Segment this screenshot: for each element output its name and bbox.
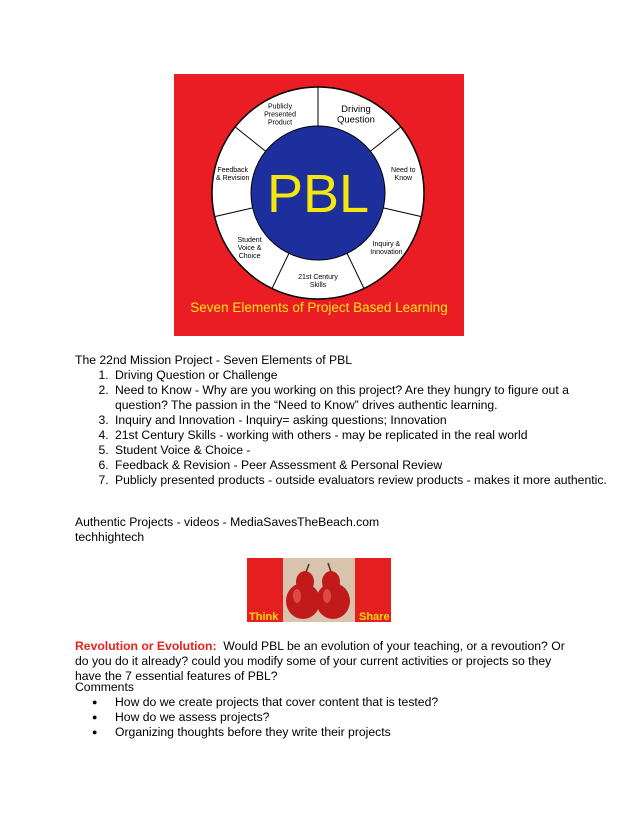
pear-right-top (322, 571, 340, 593)
segment-label-line: Feedback (217, 166, 249, 174)
segment-label-line: Voice & (237, 245, 262, 253)
revolution-label: Revolution or Evolution: (75, 639, 217, 653)
segment-label (370, 241, 402, 256)
list-item: ● How do we create projects that cover content that is tested? (112, 695, 612, 710)
think-share-pears-image (247, 558, 391, 622)
think-label: Think (249, 611, 279, 622)
segment-label (238, 237, 262, 260)
list-item: ● Organizing thoughts before they write their projects (112, 725, 612, 740)
revolution-paragraph (75, 639, 565, 684)
techhightech-line: techhightech (75, 530, 145, 544)
segment-label-line: Driving (341, 104, 371, 116)
segment-label-line: Need to (391, 166, 416, 174)
segment-label-line: Know (394, 174, 413, 182)
segment-label-line: Product (267, 119, 293, 127)
share-label: Share (359, 611, 390, 622)
segment-label-line: 21st Century (298, 273, 338, 281)
segment-label (216, 167, 250, 182)
segment-label-line: Innovation (370, 249, 403, 257)
authentic-projects-line: Authentic Projects - videos - MediaSavesTheBeach.com (75, 515, 380, 529)
comments-list (75, 695, 612, 740)
list-item: ● How do we assess projects? (112, 710, 612, 725)
segment-label-line: Choice (238, 253, 261, 261)
segment-label-line: & Revision (215, 174, 250, 182)
pear-right-shine (323, 589, 331, 603)
segment-label (391, 167, 416, 182)
intro-line: The 22nd Mission Project - Seven Elements of PBL (75, 353, 353, 367)
list-item: 5. Student Voice & Choice - (112, 443, 612, 458)
segment-label-line: Skills (309, 281, 327, 289)
segment-label-line: Question (336, 114, 375, 126)
list-item: 6. Feedback & Revision - Peer Assessment & Personal Review (112, 458, 612, 473)
graphic-caption: Seven Elements of Project Based Learning (190, 300, 448, 315)
revolution-text: Would PBL be an evolution of your teaching, or a revoution? Or do you do it already? could you modify some of your current activities or projects so they have the 7 essential features of PBL? (75, 639, 565, 683)
list-item: 3. Inquiry and Innovation - Inquiry= asking questions; Innovation (112, 413, 612, 428)
list-item: 2. Need to Know - Why are you working on this project? Are they hungry to figure out a question? The passion in the “Need to Know” drives authentic learning. (112, 383, 612, 413)
list-item: 7. Publicly presented products - outside evaluators review products - makes it more authentic. (112, 473, 612, 488)
pbl-center-label: PBL (266, 164, 370, 224)
list-item: 4. 21st Century Skills - working with others - may be replicated in the real world (112, 428, 612, 443)
segment-label-line: Student (237, 237, 262, 245)
segment-label-line: Inquiry & (372, 241, 401, 249)
pbl-seven-elements-graphic (174, 74, 464, 336)
pear-left-shine (293, 589, 301, 603)
segment-label-line: Presented (264, 111, 296, 119)
segment-label (337, 104, 375, 126)
segment-label (264, 104, 296, 127)
list-item: 1. Driving Question or Challenge (112, 368, 612, 383)
seven-elements-list (75, 368, 612, 488)
comments-heading: Comments (75, 680, 134, 694)
segment-label-line: Publicly (267, 103, 293, 111)
